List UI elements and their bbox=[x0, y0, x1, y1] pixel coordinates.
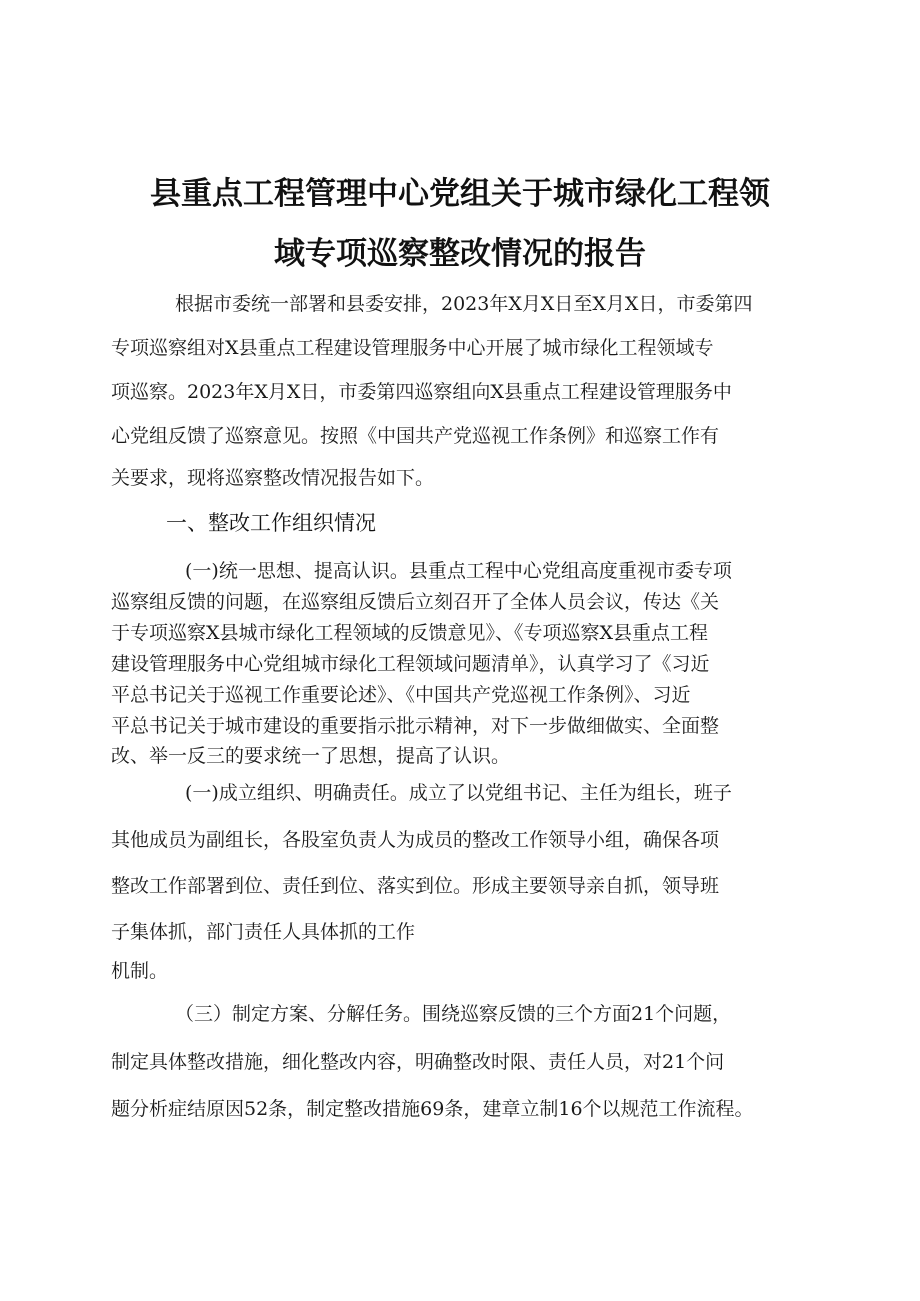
para2-line-1: (一)成立组织、明确责任。成立了以党组书记、主任为组长，班子 bbox=[185, 782, 732, 804]
para1-line-7: 改、举一反三的要求统一了思想，提高了认识。 bbox=[111, 745, 511, 767]
report-title-line-2: 域专项巡察整改情况的报告 bbox=[274, 236, 646, 272]
para2-line-3: 整改工作部署到位、责任到位、落实到位。形成主要领导亲自抓，领导班 bbox=[111, 875, 720, 897]
intro-line-5: 关要求，现将巡察整改情况报告如下。 bbox=[111, 467, 435, 489]
para3-line-3: 题分析症结原因52条，制定整改措施69条，建章立制16个以规范工作流程。 bbox=[111, 1098, 754, 1120]
intro-line-4: 心党组反馈了巡察意见。按照《中国共产党巡视工作条例》和巡察工作有 bbox=[111, 425, 720, 447]
para2-line-5: 机制。 bbox=[111, 960, 169, 982]
section-heading-1: 一、整改工作组织情况 bbox=[166, 511, 376, 535]
para1-line-4: 建设管理服务中心党组城市绿化工程领域问题清单》，认真学习了《习近 bbox=[111, 653, 710, 675]
para1-line-2: 巡察组反馈的问题，在巡察组反馈后立刻召开了全体人员会议，传达《关 bbox=[111, 591, 720, 613]
intro-line-2: 专项巡察组对X县重点工程建设管理服务中心开展了城市绿化工程领域专 bbox=[111, 337, 714, 359]
para1-line-5: 平总书记关于巡视工作重要论述》、《中国共产党巡视工作条例》、习近 bbox=[111, 684, 691, 706]
para3-line-1: （三）制定方案、分解任务。围绕巡察反馈的三个方面21个问题， bbox=[175, 1003, 732, 1025]
intro-line-3: 项巡察。2023年X月X日，市委第四巡察组向X县重点工程建设管理服务中 bbox=[111, 381, 732, 403]
para2-line-2: 其他成员为副组长，各股室负责人为成员的整改工作领导小组，确保各项 bbox=[111, 829, 720, 851]
report-title-line-1: 县重点工程管理中心党组关于城市绿化工程领 bbox=[150, 176, 770, 212]
para3-line-2: 制定具体整改措施，细化整改内容，明确整改时限、责任人员，对21个问 bbox=[111, 1051, 725, 1073]
para1-line-3: 于专项巡察X县城市绿化工程领域的反馈意见》、《专项巡察X县重点工程 bbox=[111, 622, 709, 644]
para2-line-4: 子集体抓，部门责任人具体抓的工作 bbox=[111, 921, 416, 943]
para1-line-1: (一)统一思想、提高认识。县重点工程中心党组高度重视市委专项 bbox=[185, 560, 732, 582]
intro-line-1: 根据市委统一部署和县委安排，2023年X月X日至X月X日，市委第四 bbox=[175, 293, 753, 315]
para1-line-6: 平总书记关于城市建设的重要指示批示精神，对下一步做细做实、全面整 bbox=[111, 715, 720, 737]
